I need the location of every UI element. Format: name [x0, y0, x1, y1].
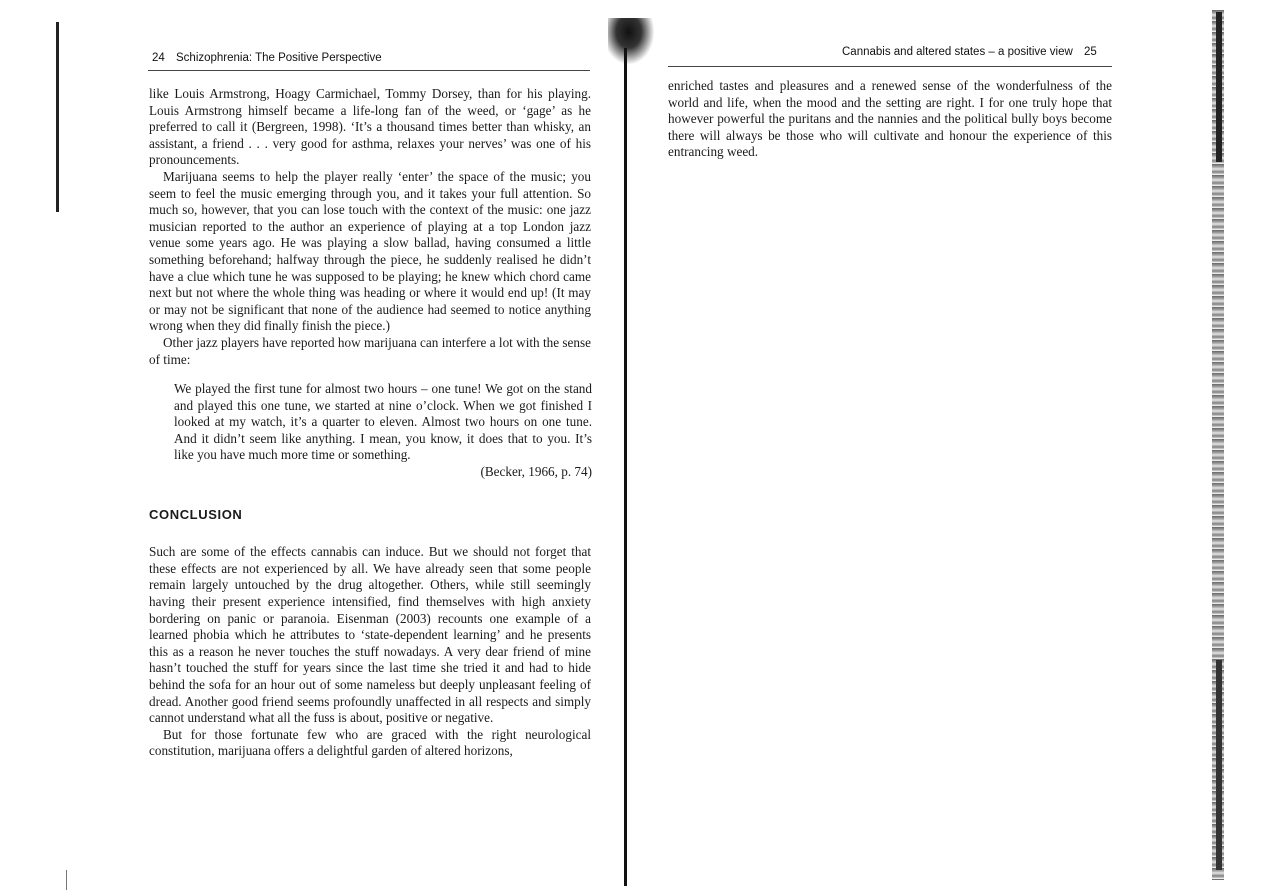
gutter-shadow — [608, 18, 654, 64]
gutter-line — [624, 48, 627, 886]
paragraph: Other jazz players have reported how marijuana can interfere a lot with the sense of time: — [149, 334, 591, 367]
paragraph: Such are some of the effects cannabis can induce. But we should not forget that these effects are not experienced by all. We have already seen that some people remain largely untouched by the drug altogether. Others, while still seemingly having their present experience intensified, find themselves with high anxiety bordering on panic or paranoia. Eisenman (2003) recounts one example of a learned phobia which he attributes to ‘state-dependent learning’ and he presents this as a reason he never touches the stuff nowadays. A very dear friend of mine hasn’t touched the stuff for years since the last time she tried it and had to hide behind the sofa for an hour out of some nameless but deeply unpleasant feeling of dread. Another good friend seems profoundly unaffected in all respects and simply cannot understand what all the fuss is about, positive or negative. — [149, 544, 591, 726]
left-page-body — [149, 86, 591, 760]
right-chapter-title: Cannabis and altered states – a positive view — [842, 46, 1073, 58]
left-book-title: Schizophrenia: The Positive Perspective — [176, 52, 382, 64]
scan-mark — [66, 870, 67, 890]
scan-edge-right-top — [1216, 12, 1222, 162]
scan-edge-right-bottom — [1216, 660, 1222, 870]
left-page-number: 24 — [152, 52, 165, 64]
right-head-rule — [668, 66, 1112, 67]
right-page-number: 25 — [1083, 46, 1097, 58]
scan-edge-left — [56, 22, 59, 212]
block-quote — [174, 381, 592, 481]
right-page-body — [668, 78, 1112, 161]
quote-citation: (Becker, 1966, p. 74) — [480, 464, 592, 480]
paragraph: enriched tastes and pleasures and a renewed sense of the wonderfulness of the world and life, when the mood and the setting are right. I for one truly hope that however powerful the puritans and the nannies and the political bully boys become there will always be those who will cultivate and honour the experience of this entrancing weed. — [668, 78, 1112, 160]
paragraph: like Louis Armstrong, Hoagy Carmichael, Tommy Dorsey, than for his playing. Louis Armstrong himself became a life-long fan of the weed, or ‘gage’ as he preferred to call it (Bergreen, 1998). ‘It’s a thousand times better than whisky, an assistant, a friend . . . very good for asthma, relaxes your nerves’ was one of his pronouncements. — [149, 86, 591, 168]
left-head-rule — [148, 70, 590, 71]
section-heading: CONCLUSION — [149, 506, 243, 522]
paragraph: Marijuana seems to help the player really ‘enter’ the space of the music; you seem to feel the music emerging through you, and it takes your full attention. So much so, however, that you can lose touch with the context of the music: one jazz musician reported to the author an experience of playing at a top London jazz venue some years ago. He was playing a slow ballad, having consumed a little something beforehand; halfway through the piece, he suddenly realised he didn’t have a clue which tune he was supposed to be playing; he knew which chord came next but not where the whole thing was heading or where it would end up! (It may or may not be significant that none of the audience had seemed to notice anything wrong when they did finally finish the piece.) — [149, 168, 591, 334]
paragraph: But for those fortunate few who are graced with the right neurological constitution, marijuana offers a delightful garden of altered horizons, — [149, 726, 591, 759]
left-running-head — [152, 52, 382, 64]
right-running-head — [842, 46, 1097, 58]
quote-text: We played the first tune for almost two hours – one tune! We got on the stand and played this one tune, we started at nine o’clock. When we got finished I looked at my watch, it’s a quarter to eleven. Almost two hours on one tune. And it didn’t seem like anything. I mean, you know, it does that to you. It’s like you have much more time or something. — [174, 381, 592, 463]
